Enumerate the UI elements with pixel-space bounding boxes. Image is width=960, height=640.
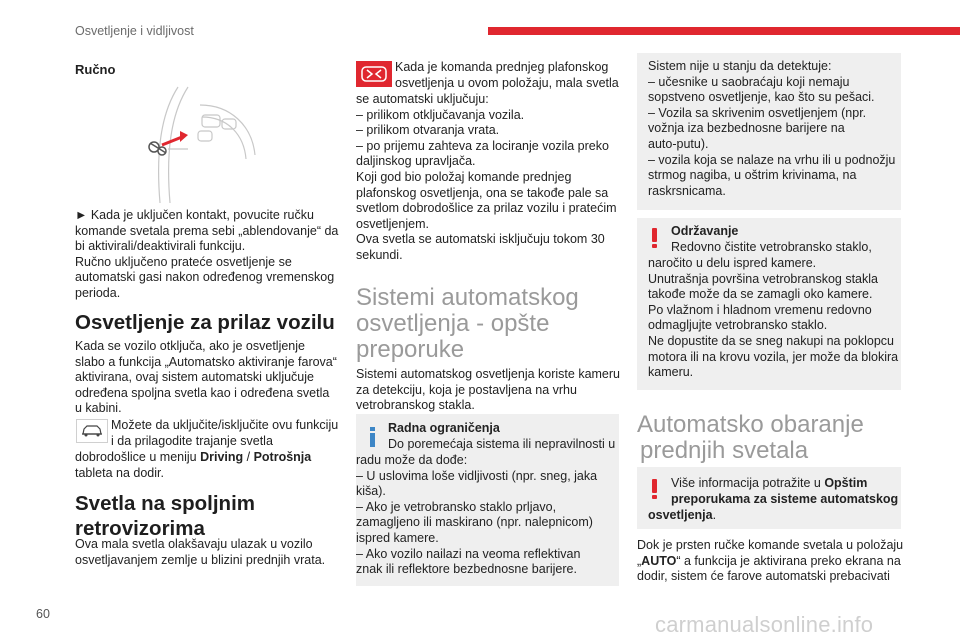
heading-auto-lighting-general: [356, 285, 579, 363]
text-line: vetrobranskog stakla.: [356, 398, 475, 413]
heading-line: osvetljenja - opšte: [356, 310, 550, 337]
heading-line: Svetla na spoljnim: [75, 492, 255, 515]
text-line: daljinskog upravljača.: [356, 154, 476, 169]
text-span: /: [243, 450, 254, 464]
more-info-warning-box: [637, 467, 901, 529]
text-line: Sistem nije u stanju da detektuje:: [648, 59, 832, 73]
info-box-body: [356, 453, 597, 578]
icon-note-line1: Možete da uključite/isključite ovu funkciju: [111, 418, 339, 432]
text-line: ispred kamere.: [356, 530, 439, 545]
auto-dipping-text: [637, 538, 903, 585]
warning-line: [648, 508, 716, 524]
text-line: takođe može da se zamagli oko kamere.: [648, 287, 873, 302]
heading-approach-lighting: Osvetljenje za prilaz vozilu: [75, 311, 335, 334]
text-span: “ a funkcija je aktivirana preko ekrana na: [676, 553, 901, 568]
text-line: u kabini.: [75, 401, 122, 416]
text-line: – Ako je vetrobransko staklo prljavo,: [356, 499, 557, 514]
warning-line: [671, 476, 867, 492]
text-line: radu može da dođe:: [356, 453, 468, 467]
running-header: Osvetljenje i vidljivost: [75, 24, 194, 38]
text-line: aktivirana, ovaj sistem automatski uključuje: [75, 370, 314, 385]
ceiling-note-line1: Kada je komanda prednjeg plafonskog: [395, 60, 609, 74]
text-line: osvetljavanjem zemlje u blizini prednjih vrata.: [75, 552, 326, 567]
heading-manual: Ručno: [75, 62, 116, 77]
text-line: Dok je prsten ručke komande svetala u položaju: [637, 538, 904, 552]
stalk-illustration: [140, 85, 260, 205]
auto-position-label: AUTO: [641, 553, 677, 568]
heading-line: prednjih svetala: [640, 437, 809, 464]
info-line: Do poremećaja sistema ili nepravilnosti u: [388, 437, 616, 451]
car-icon: [76, 419, 108, 443]
text-line: vožnja iza bezbednosne barijere na: [648, 121, 845, 136]
text-line: – po prijemu zahteva za lociranje vozila preko: [356, 138, 609, 153]
text-line: – vozila koja se nalaze na vrhu ili u podnožju: [648, 152, 896, 167]
info-icon: [370, 427, 375, 447]
text-line: određena spoljna svetla kao i određena svetla: [75, 385, 330, 400]
detection-limits-box: [637, 53, 901, 210]
text-line: sopstveno osvetljenje, kao što su pešaci.: [648, 90, 875, 105]
warning-box-body: [648, 256, 898, 381]
text-line: – U uslovima loše vidljivosti (npr. sneg, jaka: [356, 468, 598, 483]
menu-name-consumption: Potrošnja: [253, 450, 312, 464]
ceiling-light-icon: [356, 61, 392, 87]
heading-line: Sistemi automatskog: [356, 284, 579, 311]
text-line: Ne dopustite da se sneg nakupi na poklopcu: [648, 333, 895, 348]
text-line: odmagljujte vetrobransko staklo.: [648, 318, 828, 333]
text-line: raskrsnicama.: [648, 183, 726, 198]
reference-link-text: osvetljenja: [648, 508, 713, 522]
warning-icon: [652, 479, 657, 499]
text-line: perioda.: [75, 285, 121, 300]
warning-icon: [652, 228, 657, 248]
text-line: Ova svetla se automatski isključuju tokom 30: [356, 232, 605, 247]
text-line: – Vozila sa skrivenim osvetljenjem (npr.: [648, 105, 867, 120]
text-line: kameru.: [648, 365, 694, 380]
text-span: „: [637, 553, 642, 568]
text-span: dobrodošlice u meniju: [75, 450, 201, 464]
text-line: – prilikom otključavanja vozila.: [356, 107, 525, 122]
heading-line: preporuke: [356, 336, 465, 363]
heading-line: Automatsko obaranje: [637, 411, 864, 438]
text-line: svetlom dobrodošlice za prilaz vozilu i pratećim: [356, 201, 617, 216]
text-line: Sistemi automatskog osvetljenja koriste kameru: [356, 367, 621, 381]
text-line: komande svetala prema sebi „ablendovanje“ da: [75, 223, 339, 238]
text-line: – prilikom otvaranja vrata.: [356, 123, 500, 138]
text-line: plafonskog osvetljenja, ona se takođe pale sa: [356, 185, 609, 200]
auto-lighting-text: [356, 367, 620, 414]
text-line: Koji god bio položaj komande prednjeg: [356, 169, 572, 184]
text-line: kiša).: [356, 484, 386, 499]
bullet-instruction: [75, 208, 338, 302]
text-line: sekundi.: [356, 247, 403, 262]
text-line: automatski gasi nakon određenog vremenskog: [75, 270, 335, 285]
text-line: ► Kada je uključen kontakt, povucite ručku: [75, 208, 314, 222]
info-box-title: Radna ograničenja: [388, 421, 500, 435]
text-line: Ova mala svetla olakšavaju ulazak u vozilo: [75, 537, 313, 551]
heading-auto-dipping: [637, 412, 864, 464]
ceiling-note-line2: osvetljenja u ovom položaju, mala svetla: [395, 76, 619, 90]
heading-mirror-lights: [75, 491, 255, 541]
text-line: osvetljenjem.: [356, 216, 429, 231]
warning-box-title: Održavanje: [671, 224, 739, 238]
icon-note-line4: tableta na dodir.: [75, 466, 164, 480]
limitations-info-box: [356, 414, 619, 586]
text-line: bi aktivirali/deaktivirali funkciju.: [75, 239, 246, 254]
text-line: strmog nagiba, u oštrim krivinama, na: [648, 168, 857, 183]
text-line: auto-putu).: [648, 136, 709, 151]
header-accent-bar: [488, 27, 960, 35]
maintenance-warning-box: [637, 218, 901, 390]
approach-lighting-text: [75, 339, 337, 417]
text-line: Ručno uključeno prateće osvetljenje se: [75, 254, 292, 269]
text-line: Unutrašnja površina vetrobranskog stakla: [648, 271, 878, 286]
heading-line: retrovizorima: [75, 517, 205, 540]
text-line: naročito u delu ispred kamere.: [648, 256, 817, 270]
text-line: – učesnike u saobraćaju koji nemaju: [648, 74, 850, 89]
text-line: se automatski uključuju:: [356, 92, 489, 106]
mirror-lights-text: [75, 537, 325, 568]
text-line: zamagljeno ili maskirano (npr. nalepnicom): [356, 515, 593, 530]
text-line: – Ako vozilo nailazi na veoma reflektivan: [356, 546, 581, 561]
reference-link-text: Opštim: [824, 476, 868, 490]
menu-name-driving: Driving: [200, 450, 244, 464]
text-line: Kada se vozilo otključa, ako je osvetljenje: [75, 339, 305, 353]
watermark: carmanualsonline.info: [655, 612, 874, 637]
text-line: za detekciju, koja je postavljena na vrhu: [356, 382, 577, 397]
detection-limits-body: [648, 59, 895, 199]
text-span: .: [712, 508, 717, 522]
text-line: Po vlažnom i hladnom vremenu redovno: [648, 302, 872, 317]
text-span: Više informacija potražite u: [671, 476, 825, 490]
page-number: 60: [36, 607, 50, 621]
text-line: [637, 554, 903, 570]
text-line: znak ili reflektore bezbednosne barijere.: [356, 562, 577, 577]
icon-note-line3: [75, 450, 311, 466]
ceiling-note-text: [356, 92, 617, 264]
icon-note-line2: i da prilagodite trajanje svetla: [111, 434, 273, 448]
text-line: dodir, sistem će farove automatski prebacivati: [637, 569, 890, 584]
warning-line: Redovno čistite vetrobransko staklo,: [671, 240, 872, 254]
warning-line-bold: preporukama za sisteme automatskog: [671, 492, 899, 506]
text-line: slabo a funkcija „Automatsko aktiviranje farova“: [75, 354, 337, 369]
text-line: motora ili na krovu vozila, jer može da blokira: [648, 349, 899, 364]
